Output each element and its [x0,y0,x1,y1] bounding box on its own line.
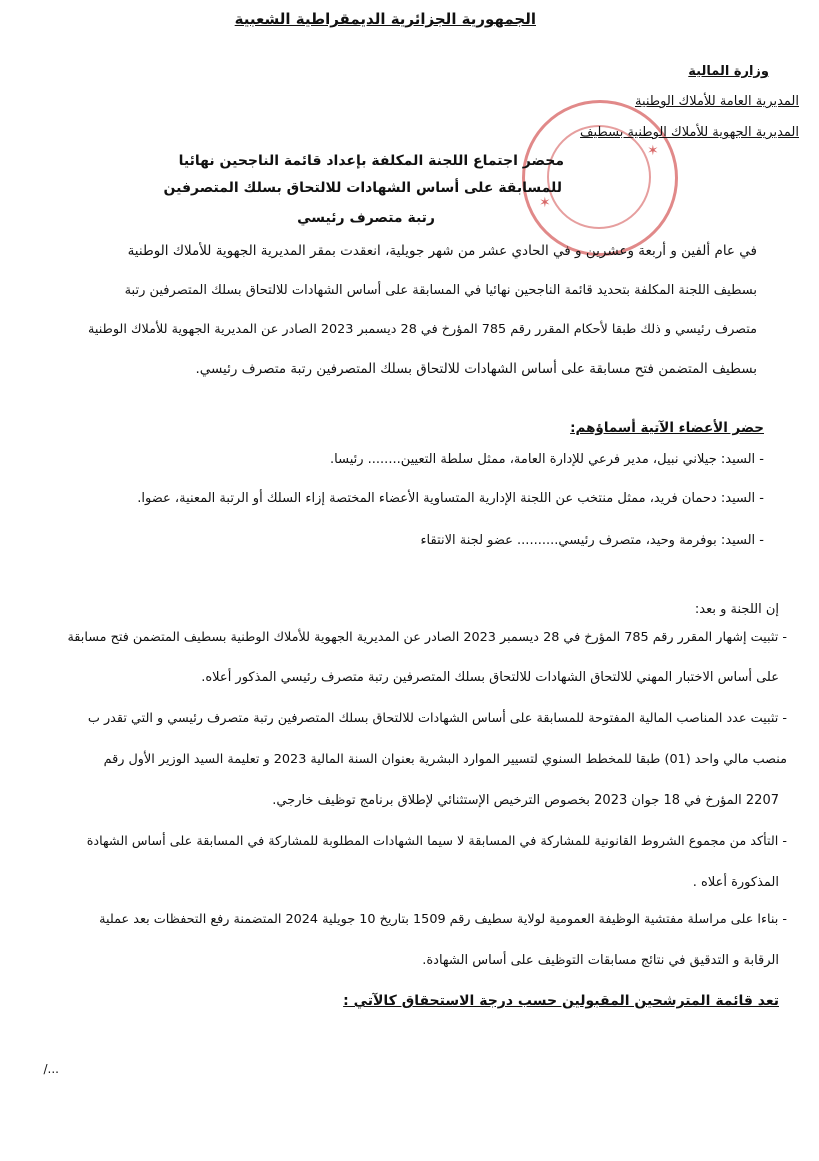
member-2: - السيد: دحمان فريد، ممثل منتخب عن اللجنة الإدارية المتساوية الأعضاء المختصة إزاء السلك أو الرتبة المعنية، عضوا. [137,491,764,506]
body-line-1: - تثبيت إشهار المقرر رقم 785 المؤرخ في 28 ديسمبر 2023 الصادر عن المديرية الجهوية للأملاك الوطنية بسطيف المتضمن فتح مسابقة [67,630,787,645]
intro-line-1: في عام ألفين و أربعة وعشرين و في الحادي عشر من شهر جويلية، انعقدت بمقر المديرية الجهوية للأملاك الوطنية [127,243,757,259]
body-line-5: 2207 المؤرخ في 18 جوان 2023 بخصوص الترخيص الإستثنائي لإطلاق برنامج توظيف خارجي. [272,793,779,808]
directorate-general-label: المديرية العامة للأملاك الوطنية [634,94,799,109]
body-line-8: - بناءا على مراسلة مفتشية الوظيفة العمومية لولاية سطيف رقم 1509 بتاريخ 10 جويلية 2024 المتضمنة رفع التحفظات بعد عملية [99,912,787,927]
body-line-6: - التأكد من مجموع الشروط القانونية للمشاركة في المسابقة لا سيما الشهادات المطلوبة للمشاركة في المسابقة على أساس الشهادة [86,834,787,849]
official-stamp [522,100,678,256]
republic-heading: الجمهورية الجزائرية الديمقراطية الشعبية [234,10,536,28]
title-line-1: محضر اجتماع اللجنة المكلفة بإعداد قائمة الناجحين نهائيا [178,153,564,169]
body-line-9: الرقابة و التدقيق في نتائج مسابقات التوظيف على أساس الشهادة. [422,953,779,968]
body-line-2: على أساس الاختبار المهني للالتحاق الشهادات للالتحاق بسلك المتصرفين رتبة متصرف رئيسي المذكور أعلاه. [201,670,779,685]
member-1: - السيد: جيلاني نبيل، مدير فرعي للإدارة العامة، ممثل سلطة التعيين........ رئيسا. [330,452,764,467]
conclusion-heading: تعد قائمة المترشحين المقبولين حسب درجة الاستحقاق كالآتي : [343,993,779,1009]
intro-line-4: بسطيف المتضمن فتح مسابقة على أساس الشهادات للالتحاق بسلك المتصرفين رتبة متصرف رئيسي. [195,361,757,377]
stamp-star-icon: ✶ [647,143,659,159]
body-line-7: المذكورة أعلاه . [692,875,779,890]
ministry-label: وزارة المالية [688,64,769,79]
intro-line-3: متصرف رئيسي و ذلك طبقا لأحكام المقرر رقم 785 المؤرخ في 28 ديسمبر 2023 الصادر عن المديرية الجهوية للأملاك الوطنية [88,322,757,337]
title-line-3: رتبة متصرف رئيسي [297,210,435,226]
intro-line-2: بسطيف اللجنة المكلفة بتحديد قائمة الناجحين نهائيا في المسابقة على أساس الشهادات للالتحاق بسلك المتصرفين رتبة [124,283,757,298]
stamp-star-icon: ✶ [539,195,551,211]
after-heading: إن اللجنة و بعد: [694,602,779,617]
page-continuation-marker: /... [43,1062,59,1076]
title-line-2: للمسابقة على أساس الشهادات للالتحاق بسلك المتصرفين [163,180,562,196]
directorate-regional-label: المديرية الجهوية للأملاك الوطنية بسطيف [580,125,799,140]
body-line-3: - تثبيت عدد المناصب المالية المفتوحة للمسابقة على أساس الشهادات للالتحاق بسلك المتصرفين رتبة متصرف رئيسي و التي تقدر ب [87,711,787,726]
members-heading: حضر الأعضاء الآتية أسماؤهم: [570,420,764,436]
body-line-4: منصب مالي واحد (01) طبقا للمخطط السنوي لتسيير الموارد البشرية بعنوان السنة المالية 2023 و تعليمة السيد الوزير الأول رقم [103,752,787,767]
stamp-inner-ring [547,125,651,229]
member-3: - السيد: بوفرمة وحيد، متصرف رئيسي.......... عضو لجنة الانتقاء [420,533,764,548]
